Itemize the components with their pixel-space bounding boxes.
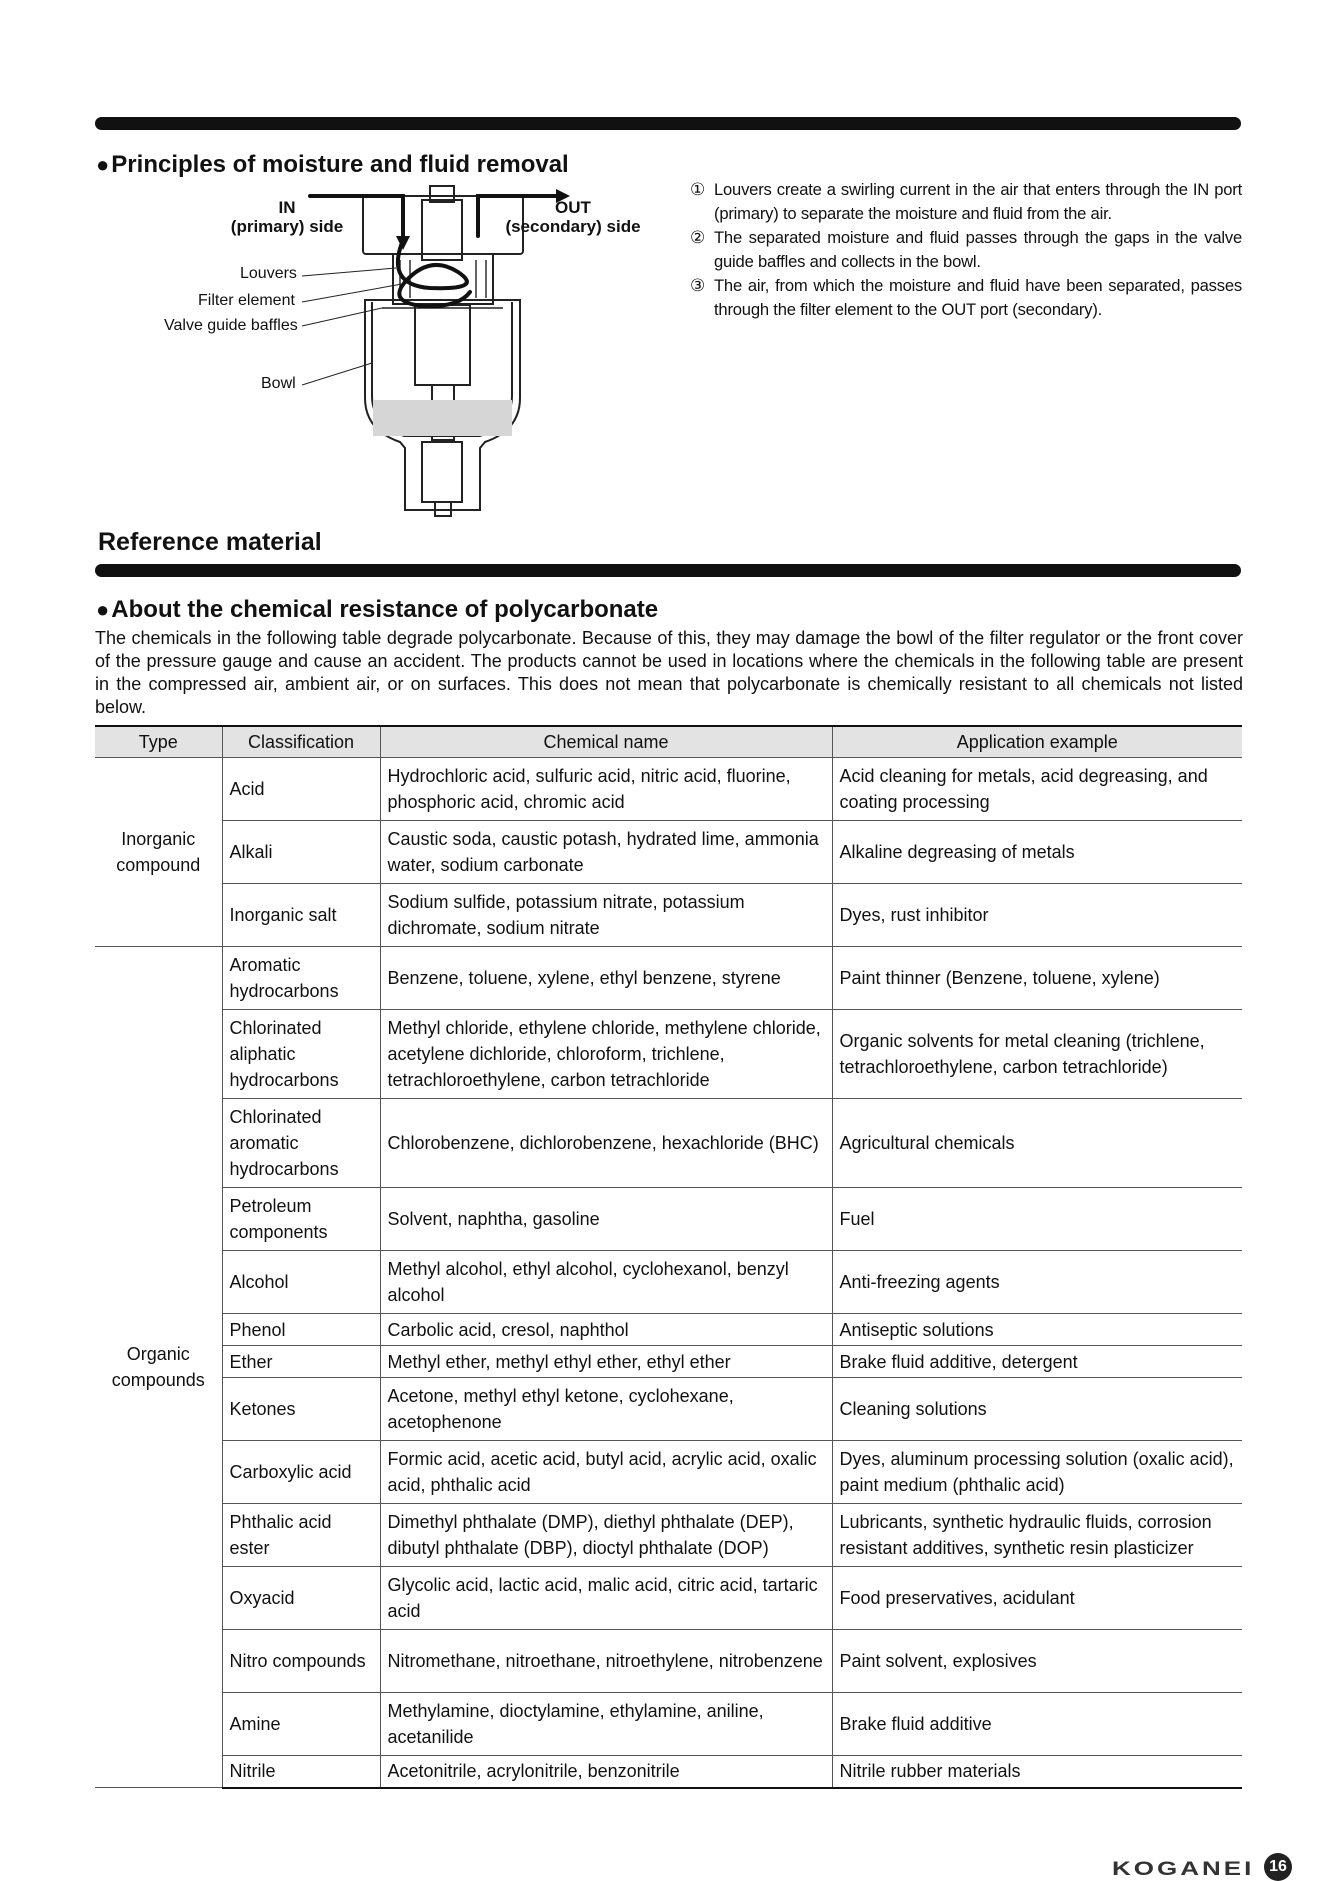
type-cell: Organic compounds: [95, 947, 222, 1788]
application-cell: Brake fluid additive: [832, 1693, 1242, 1756]
section-heading-principles: [96, 151, 569, 179]
classification-cell: Chlorinated aromatic hydrocarbons: [222, 1099, 380, 1188]
chemical-cell: Benzene, toluene, xylene, ethyl benzene, styrene: [380, 947, 832, 1010]
bowl-label: Bowl: [261, 375, 296, 392]
out-port-label: [498, 198, 648, 236]
classification-cell: Chlorinated aliphatic hydrocarbons: [222, 1010, 380, 1099]
out-label-line-1: OUT: [555, 198, 591, 217]
table-body: [95, 758, 1242, 1788]
classification-cell: Alcohol: [222, 1251, 380, 1314]
classification-cell: Petroleum components: [222, 1188, 380, 1251]
table-row: [95, 1251, 1242, 1314]
chemical-cell: Carbolic acid, cresol, naphthol: [380, 1314, 832, 1346]
table-row: [95, 1441, 1242, 1504]
classification-cell: Aromatic hydrocarbons: [222, 947, 380, 1010]
table-row: [95, 1378, 1242, 1441]
table-row: [95, 758, 1242, 821]
filter-element-label: Filter element: [198, 292, 295, 309]
section-title: Principles of moisture and fluid removal: [111, 151, 569, 178]
chemical-cell: Methyl chloride, ethylene chloride, methylene chloride, acetylene dichloride, chloroform, trichlene, tetrachloroethylene, carbon tetrachloride: [380, 1010, 832, 1099]
bullet-icon: ●: [96, 597, 110, 622]
application-cell: Paint solvent, explosives: [832, 1630, 1242, 1693]
page-number-badge: 16: [1264, 1853, 1292, 1881]
application-cell: Cleaning solutions: [832, 1378, 1242, 1441]
step-number: ①: [690, 180, 706, 199]
chemical-cell: Hydrochloric acid, sulfuric acid, nitric acid, fluorine, phosphoric acid, chromic acid: [380, 758, 832, 821]
table-row: [95, 947, 1242, 1010]
classification-cell: Alkali: [222, 821, 380, 884]
removal-steps-list: [690, 178, 1242, 322]
application-cell: Antiseptic solutions: [832, 1314, 1242, 1346]
classification-cell: Oxyacid: [222, 1567, 380, 1630]
classification-cell: Amine: [222, 1693, 380, 1756]
table-header-row: [95, 726, 1242, 758]
table-row: [95, 1567, 1242, 1630]
chemical-cell: Methylamine, dioctylamine, ethylamine, aniline, acetanilide: [380, 1693, 832, 1756]
classification-cell: Ketones: [222, 1378, 380, 1441]
step-text: The air, from which the moisture and fluid have been separated, passes through the filter element to the OUT port (secondary).: [714, 276, 1242, 319]
reference-divider: [95, 564, 1241, 577]
chemical-cell: Acetonitrile, acrylonitrile, benzonitrile: [380, 1756, 832, 1788]
classification-cell: Inorganic salt: [222, 884, 380, 947]
valve-guide-baffles-label: Valve guide baffles: [164, 317, 298, 334]
application-cell: Agricultural chemicals: [832, 1099, 1242, 1188]
section-title: About the chemical resistance of polycarbonate: [111, 596, 659, 623]
classification-cell: Acid: [222, 758, 380, 821]
application-cell: Acid cleaning for metals, acid degreasing, and coating processing: [832, 758, 1242, 821]
application-cell: Dyes, aluminum processing solution (oxalic acid), paint medium (phthalic acid): [832, 1441, 1242, 1504]
table-row: [95, 1188, 1242, 1251]
step-item: [690, 274, 1242, 322]
bullet-icon: ●: [96, 152, 110, 177]
filter-cross-section-diagram: [160, 180, 650, 520]
chemical-cell: Chlorobenzene, dichlorobenzene, hexachloride (BHC): [380, 1099, 832, 1188]
step-number: ③: [690, 276, 706, 295]
application-cell: Lubricants, synthetic hydraulic fluids, corrosion resistant additives, synthetic resin plasticizer: [832, 1504, 1242, 1567]
table-row: [95, 1314, 1242, 1346]
type-cell: Inorganic compound: [95, 758, 222, 947]
header-application-example: Application example: [832, 726, 1242, 758]
section-heading-polycarbonate: [96, 596, 658, 624]
chemical-cell: Dimethyl phthalate (DMP), diethyl phthalate (DEP), dibutyl phthalate (DBP), dioctyl phthalate (DOP): [380, 1504, 832, 1567]
table-row: [95, 1099, 1242, 1188]
classification-cell: Carboxylic acid: [222, 1441, 380, 1504]
table-row: [95, 1756, 1242, 1788]
application-cell: Organic solvents for metal cleaning (trichlene, tetrachloroethylene, carbon tetrachloride): [832, 1010, 1242, 1099]
chemical-cell: Formic acid, acetic acid, butyl acid, acrylic acid, oxalic acid, phthalic acid: [380, 1441, 832, 1504]
step-text: Louvers create a swirling current in the air that enters through the IN port (primary) to separate the moisture and fluid from the air.: [714, 180, 1242, 223]
in-label-line-2: (primary) side: [230, 217, 344, 236]
step-item: [690, 226, 1242, 274]
chemical-resistance-table: [95, 725, 1242, 1789]
application-cell: Anti-freezing agents: [832, 1251, 1242, 1314]
chemical-cell: Solvent, naphtha, gasoline: [380, 1188, 832, 1251]
chemical-cell: Sodium sulfide, potassium nitrate, potassium dichromate, sodium nitrate: [380, 884, 832, 947]
chemical-cell: Caustic soda, caustic potash, hydrated lime, ammonia water, sodium carbonate: [380, 821, 832, 884]
koganei-logo: KOGANEI: [1112, 1856, 1255, 1880]
application-cell: Fuel: [832, 1188, 1242, 1251]
step-text: The separated moisture and fluid passes through the gaps in the valve guide baffles and collects in the bowl.: [714, 228, 1242, 271]
application-cell: Nitrile rubber materials: [832, 1756, 1242, 1788]
louvers-label: Louvers: [240, 265, 297, 282]
classification-cell: Nitrile: [222, 1756, 380, 1788]
step-item: [690, 178, 1242, 226]
header-type: Type: [95, 726, 222, 758]
table-row: [95, 1630, 1242, 1693]
header-chemical-name: Chemical name: [380, 726, 832, 758]
application-cell: Paint thinner (Benzene, toluene, xylene): [832, 947, 1242, 1010]
table-row: [95, 821, 1242, 884]
reference-material-heading: Reference material: [98, 528, 322, 556]
chemical-cell: Acetone, methyl ethyl ketone, cyclohexane, acetophenone: [380, 1378, 832, 1441]
table-row: [95, 1010, 1242, 1099]
header-classification: Classification: [222, 726, 380, 758]
in-label-line-1: IN: [278, 198, 296, 217]
table-row: [95, 1346, 1242, 1378]
application-cell: Alkaline degreasing of metals: [832, 821, 1242, 884]
chemical-cell: Methyl alcohol, ethyl alcohol, cyclohexanol, benzyl alcohol: [380, 1251, 832, 1314]
classification-cell: Phthalic acid ester: [222, 1504, 380, 1567]
application-cell: Food preservatives, acidulant: [832, 1567, 1242, 1630]
intro-paragraph: The chemicals in the following table degrade polycarbonate. Because of this, they may damage the bowl of the filter regulator or the front cover of the pressure gauge and cause an accident. The products cannot be used in locations where the chemicals in the following table are present in the compressed air, ambient air, or on surfaces. This does not mean that polycarbonate is chemically resistant to all chemicals not listed below.: [95, 628, 1243, 717]
application-cell: Brake fluid additive, detergent: [832, 1346, 1242, 1378]
classification-cell: Nitro compounds: [222, 1630, 380, 1693]
chemical-cell: Nitromethane, nitroethane, nitroethylene, nitrobenzene: [380, 1630, 832, 1693]
classification-cell: Ether: [222, 1346, 380, 1378]
in-port-label: [217, 198, 357, 236]
classification-cell: Phenol: [222, 1314, 380, 1346]
application-cell: Dyes, rust inhibitor: [832, 884, 1242, 947]
chemical-cell: Glycolic acid, lactic acid, malic acid, citric acid, tartaric acid: [380, 1567, 832, 1630]
step-number: ②: [690, 228, 706, 247]
table-row: [95, 1693, 1242, 1756]
table-row: [95, 884, 1242, 947]
chemical-cell: Methyl ether, methyl ethyl ether, ethyl ether: [380, 1346, 832, 1378]
top-divider: [95, 117, 1241, 130]
table-row: [95, 1504, 1242, 1567]
out-label-line-2: (secondary) side: [505, 217, 641, 236]
